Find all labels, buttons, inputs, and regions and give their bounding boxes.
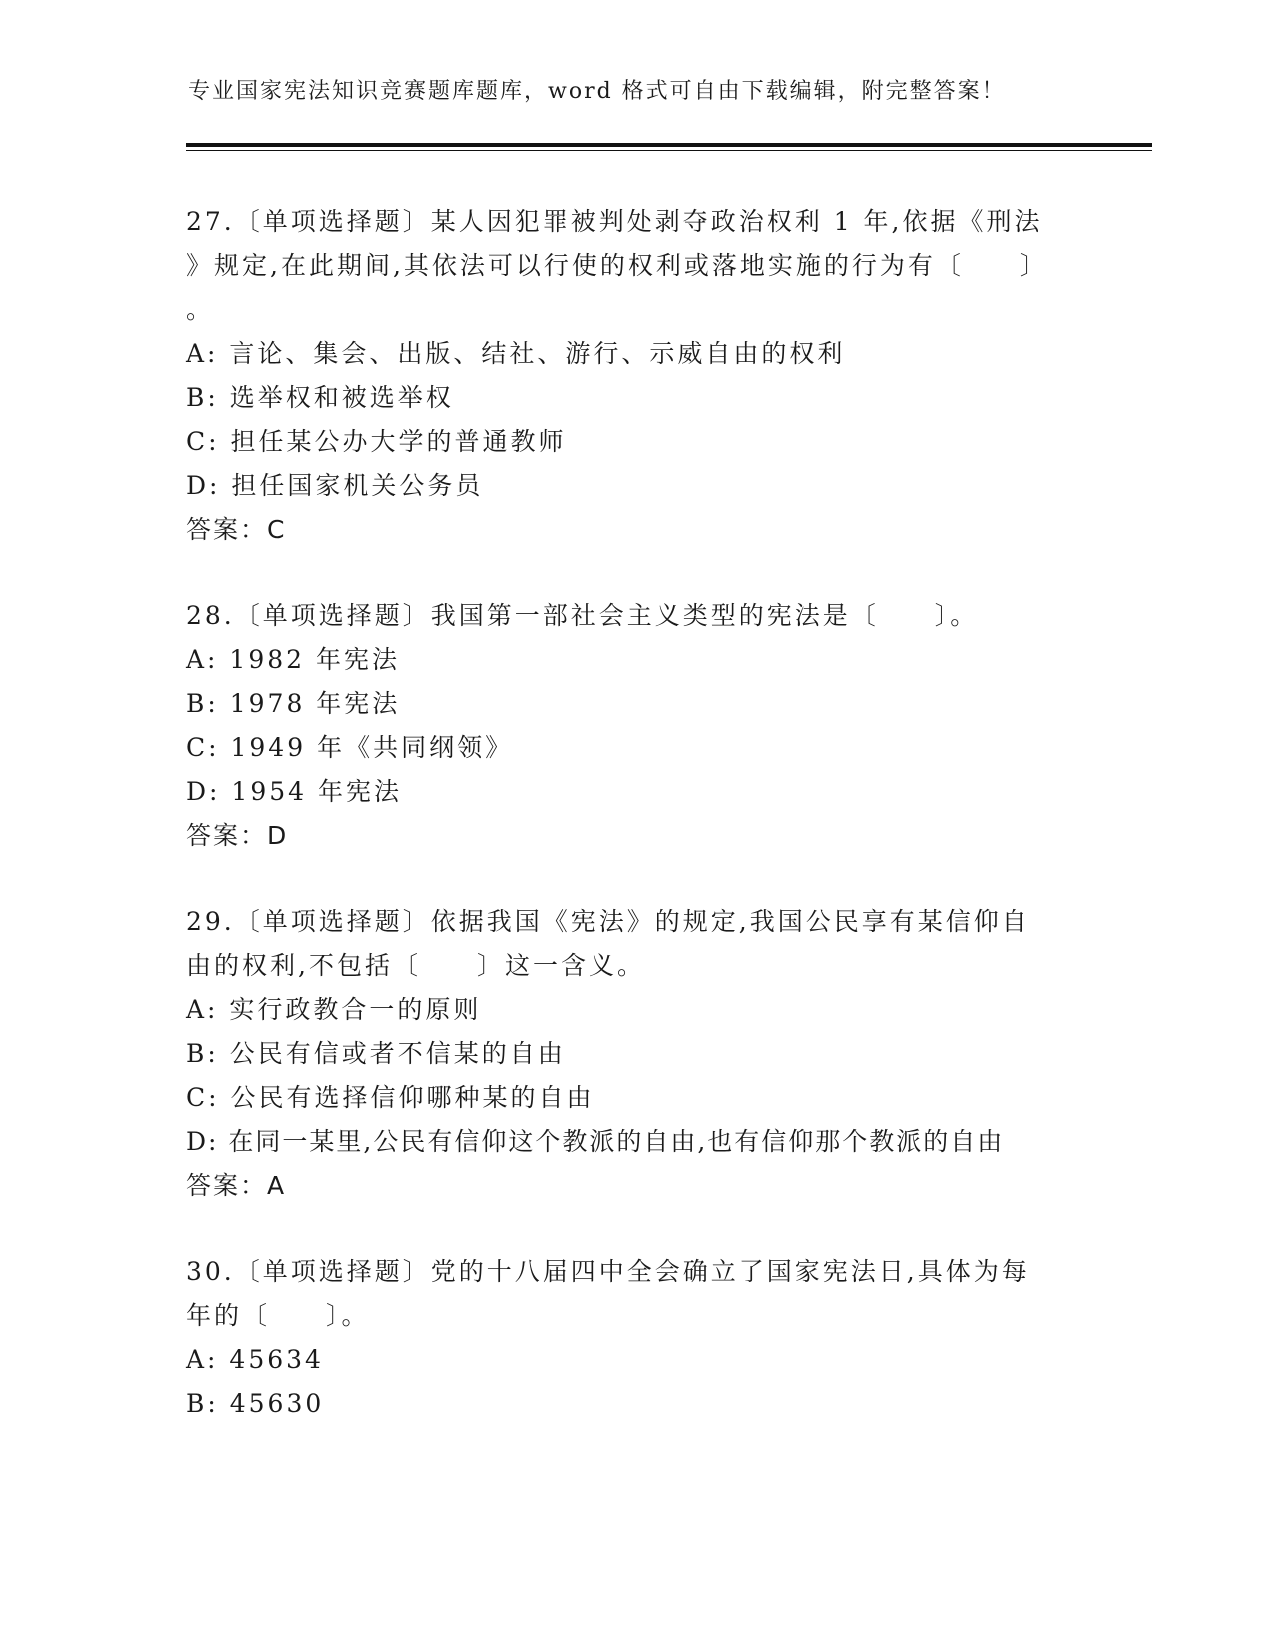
option-b: B: 选举权和被选举权 [186,383,454,412]
answer: 答案：C [186,515,287,544]
answer: 答案：D [186,821,289,850]
header-rule-thin [186,150,1152,151]
option-a: A: 实行政教合一的原则 [186,995,482,1024]
option-d: D: 在同一某里,公民有信仰这个教派的自由,也有信仰那个教派的自由 [186,1127,1005,1156]
answer: 答案：A [186,1171,287,1200]
question-text-line: 年的〔 〕。 [186,1301,370,1330]
header-rule-thick [186,143,1152,147]
option-a: A: 1982 年宪法 [186,645,400,674]
option-c: C: 担任某公办大学的普通教师 [186,427,567,456]
option-d: D: 1954 年宪法 [186,777,402,806]
option-a: A: 言论、集会、出版、结社、游行、示威自由的权利 [186,339,846,368]
option-b: B: 公民有信或者不信某的自由 [186,1039,566,1068]
question-text-line: 》规定,在此期间,其依法可以行使的权利或落地实施的行为有〔 〕 [186,251,1048,280]
option-c: C: 公民有选择信仰哪种某的自由 [186,1083,595,1112]
question-text-line: 。 [186,295,215,324]
question-text-line: 29.〔单项选择题〕依据我国《宪法》的规定,我国公民享有某信仰自 [186,907,1030,936]
question-text-line: 28.〔单项选择题〕我国第一部社会主义类型的宪法是〔 〕。 [186,601,979,630]
option-a: A: 45634 [186,1345,324,1374]
question-text-line: 由的权利,不包括〔 〕这一含义。 [186,951,645,980]
question-text-line: 27.〔单项选择题〕某人因犯罪被判处剥夺政治权利 1 年,依据《刑法 [186,207,1043,236]
option-d: D: 担任国家机关公务员 [186,471,484,500]
option-b: B: 1978 年宪法 [186,689,401,718]
header-text: 专业国家宪法知识竞赛题库题库，word 格式可自由下载编辑，附完整答案！ [188,79,1006,104]
option-c: C: 1949 年《共同纲领》 [186,733,514,762]
question-text-line: 30.〔单项选择题〕党的十八届四中全会确立了国家宪法日,具体为每 [186,1257,1030,1286]
option-b: B: 45630 [186,1389,325,1418]
